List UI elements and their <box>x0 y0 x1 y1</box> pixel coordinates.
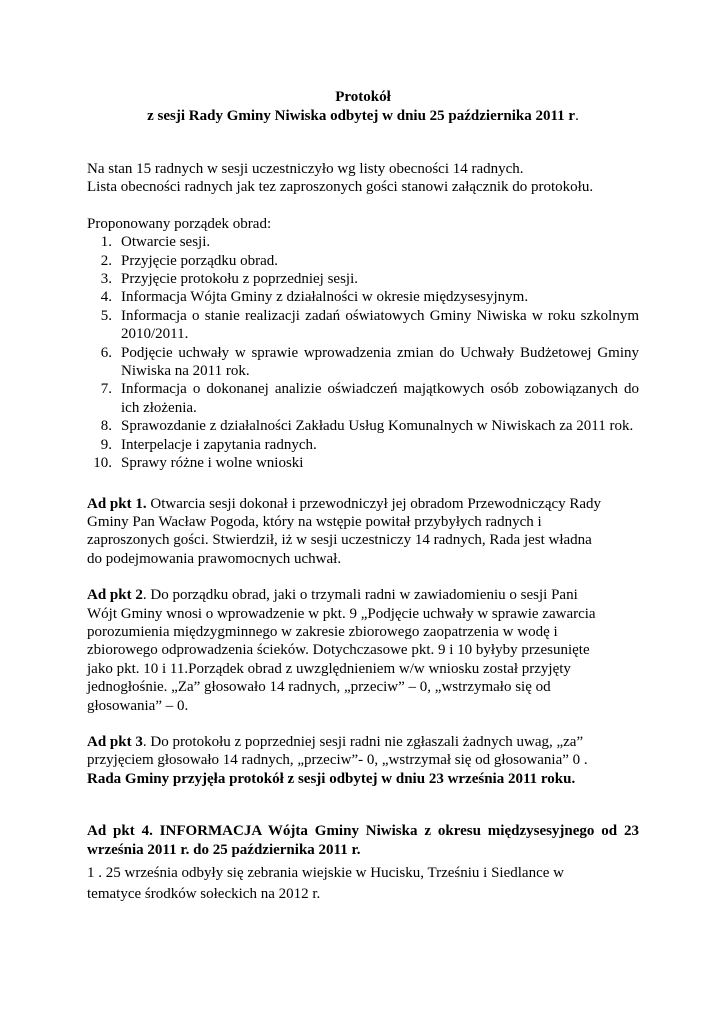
agenda-item <box>87 417 639 435</box>
pkt3-line: przyjęciem głosowało 14 radnych, „przeciw”- 0, „wstrzymał się od głosowania” 0 . <box>87 752 588 769</box>
title-line-2-text: z sesji Rady Gminy Niwiska odbytej w dniu 25 października 2011 r <box>147 108 576 124</box>
agenda-item-number: 7. <box>100 381 112 398</box>
pkt2-label: Ad pkt 2 <box>87 587 143 604</box>
document-page <box>87 88 639 905</box>
pkt2-line: porozumienia międzygminnego w zakresie zbiorowego zaopatrzenia w wodę i <box>87 623 558 640</box>
attendance-line-1: Na stan 15 radnych w sesji uczestniczyło wg listy obecności 14 radnych. <box>87 161 524 177</box>
pkt1-paragraph <box>87 495 639 569</box>
title-line-2 <box>87 107 639 126</box>
pkt1-line: zaproszonych gości. Stwierdził, iż w sesji uczestniczy 14 radnych, Rada jest władna <box>87 532 592 549</box>
agenda-item-text: Informacja o dokonanej analizie oświadczeń majątkowych osób zobowiązanych do ich złożenia. <box>121 381 639 416</box>
pkt1-line: Otwarcia sesji dokonał i przewodniczył jej obradom Przewodniczący Rady <box>146 495 602 512</box>
pkt2-line: . Do porządku obrad, jaki o trzymali radni w zawiadomieniu o sesji Pani <box>142 587 578 604</box>
pkt3-paragraph <box>87 733 639 788</box>
pkt4-section <box>87 822 639 905</box>
agenda-item-text: Sprawy różne i wolne wnioski <box>121 455 304 472</box>
agenda-item-text: Przyjęcie protokołu z poprzedniej sesji. <box>121 271 359 288</box>
pkt4-text <box>87 863 639 905</box>
pkt2-line: jako pkt. 10 i 11.Porządek obrad z uwzględnieniem w/w wniosku został przyjęty <box>87 660 571 677</box>
agenda-item-text: Przyjęcie porządku obrad. <box>121 252 279 269</box>
pkt1-line: Gminy Pan Wacław Pogoda, który na wstępie powitał przybyłych radnych i <box>87 513 542 530</box>
agenda-item-text: Informacja Wójta Gminy z działalności w okresie międzysesyjnym. <box>121 289 529 306</box>
agenda-item-text: Informacja o stanie realizacji zadań oświatowych Gminy Niwiska w roku szkolnym 2010/2011. <box>121 307 639 343</box>
agenda-item-number: 6. <box>100 344 112 361</box>
agenda-item <box>87 307 639 344</box>
agenda-item-text: Interpelacje i zapytania radnych. <box>121 436 317 453</box>
agenda-item <box>87 436 639 454</box>
pkt4-heading: Ad pkt 4. INFORMACJA Wójta Gminy Niwiska z okresu międzysesyjnego od 23 września 2011 r. do 25 października 2011 r. <box>87 823 639 858</box>
agenda-item <box>87 344 639 381</box>
pkt1-label: Ad pkt 1. <box>87 495 147 512</box>
pkt3-line: . Do protokołu z poprzedniej sesji radni nie zgłaszali żadnych uwag, „za” <box>142 733 584 750</box>
pkt2-line: Wójt Gminy wnosi o wprowadzenie w pkt. 9 „Podjęcie uchwały w sprawie zawarcia <box>87 605 596 622</box>
pkt2-line: głosowania” – 0. <box>87 697 189 714</box>
agenda-item <box>87 380 639 417</box>
agenda-item-text: Podjęcie uchwały w sprawie wprowadzenia zmian do Uchwały Budżetowej Gminy Niwiska na 2011 rok. <box>121 344 639 380</box>
attendance-line-2: Lista obecności radnych jak tez zaproszonych gości stanowi załącznik do protokołu. <box>87 179 594 196</box>
agenda-item <box>87 288 639 306</box>
title-line-1: Protokół <box>335 89 391 105</box>
agenda-item-number: 1. <box>100 234 112 251</box>
pkt3-conclusion: Rada Gminy przyjęła protokół z sesji odbytej w dniu 23 września 2011 roku. <box>87 770 576 787</box>
pkt4-line: 1 . 25 września odbyły się zebrania wiejskie w Hucisku, Trześniu i Siedlance w <box>87 865 564 881</box>
agenda-item-number: 5. <box>100 307 112 324</box>
pkt2-line: jednogłośnie. „Za” głosowało 14 radnych, „przeciw” – 0, „wstrzymało się od <box>87 679 551 696</box>
pkt4-line: tematyce środków sołeckich na 2012 r. <box>87 886 321 902</box>
agenda-item-text: Sprawozdanie z działalności Zakładu Usług Komunalnych w Niwiskach za 2011 rok. <box>121 418 634 435</box>
pkt2-line: zbiorowego odprowadzenia ścieków. Dotychczasowe pkt. 9 i 10 byłyby przesunięte <box>87 642 590 659</box>
agenda-item-number: 10. <box>93 455 112 472</box>
title-line-2-period: . <box>575 108 579 124</box>
attendance-paragraph <box>87 160 639 197</box>
agenda-item <box>87 270 639 288</box>
agenda-item-number: 9. <box>100 436 112 453</box>
agenda-item-text: Otwarcie sesji. <box>121 234 211 251</box>
agenda-item-number: 4. <box>100 289 112 306</box>
agenda-item-number: 8. <box>100 418 112 435</box>
document-title <box>87 88 639 126</box>
pkt1-line: do podejmowania prawomocnych uchwał. <box>87 550 342 567</box>
agenda-item <box>87 454 639 472</box>
agenda-item <box>87 252 639 270</box>
agenda-item <box>87 233 639 251</box>
agenda-list <box>87 233 639 472</box>
agenda-item-number: 2. <box>100 252 112 269</box>
agenda-item-number: 3. <box>100 271 112 288</box>
agenda-section <box>87 215 639 473</box>
pkt3-label: Ad pkt 3 <box>87 733 143 750</box>
agenda-heading: Proponowany porządek obrad: <box>87 215 272 232</box>
pkt2-paragraph <box>87 586 639 715</box>
